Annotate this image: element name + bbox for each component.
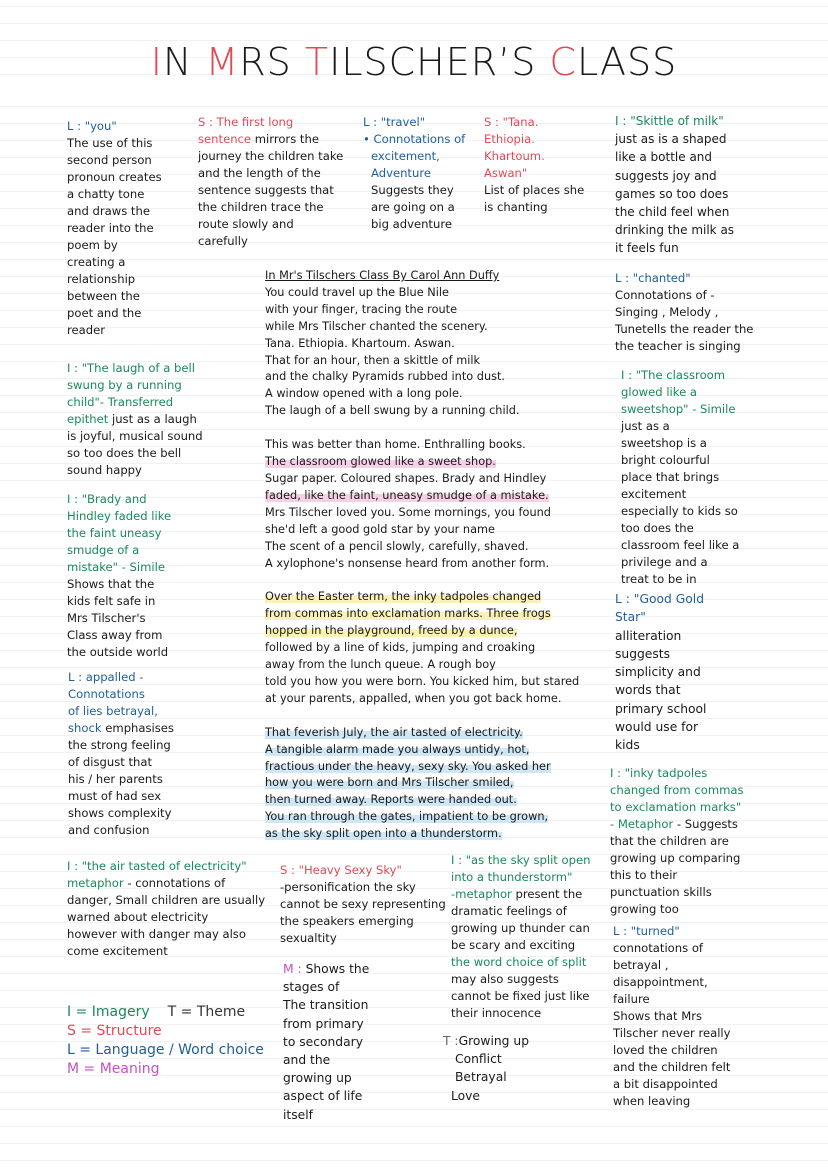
note-head: - Metaphor [610, 817, 674, 831]
note-line: sexualtity [280, 931, 337, 945]
note-line: Class away from [67, 628, 163, 642]
note-head: I : "as the sky split open [451, 853, 591, 867]
poem-line: away from the lunch queue. A rough boy [265, 658, 496, 672]
note-tana [484, 114, 609, 216]
note-head: into a thunderstorm" [451, 870, 573, 884]
note-line: kids felt safe in [67, 594, 156, 608]
note-travel [363, 114, 483, 233]
note-line: stages of [283, 980, 340, 995]
poem-line: then turned away. Reports were handed out. [265, 793, 517, 807]
note-line: may also suggests [451, 972, 559, 986]
note-head: of lies betrayal, [68, 704, 158, 718]
poem-line: she'd left a good gold star by your name [265, 522, 495, 536]
note-line: creating a [67, 255, 126, 269]
note-line: - Suggests [673, 817, 738, 831]
note-line: connotations of [613, 941, 704, 955]
note-head: changed from commas [610, 783, 744, 797]
note-line: -personification the sky [280, 880, 416, 894]
note-line: Growing up [458, 1034, 529, 1048]
note-head: I : "Brady and [67, 492, 147, 506]
note-line: second person [67, 153, 152, 167]
note-line: especially to kids so [621, 504, 738, 518]
note-head: • Connotations of [363, 132, 466, 146]
note-head: to exclamation marks" [610, 800, 742, 814]
note-brady [67, 491, 207, 661]
note-head: I : "The laugh of a bell [67, 361, 195, 375]
note-line: the children trace the [198, 200, 324, 214]
note-line: his / her parents [68, 772, 163, 786]
poem-line: A xylophone's nonsense heard from another form. [265, 556, 550, 570]
key-meaning: M = Meaning [67, 1061, 160, 1077]
poem-line: Tana. Ethiopia. Khartoum. Aswan. [265, 336, 455, 350]
note-head: sweetshop" - Simile [621, 402, 736, 416]
note-head: the word choice of split [451, 955, 587, 969]
note-line: the outside world [67, 645, 169, 659]
note-head: M : [283, 962, 302, 976]
note-sexy [280, 862, 448, 947]
note-line: drinking the milk as [615, 223, 735, 238]
note-line: The transition [283, 998, 369, 1013]
note-line: the strong feeling [68, 738, 171, 752]
poem-line: told you how you were born. You kicked him, but stared [265, 674, 580, 688]
note-head: Khartoum. [484, 149, 545, 163]
note-head: shock [68, 721, 102, 735]
note-head: S : "Heavy Sexy Sky" [280, 863, 402, 877]
note-meaning [283, 960, 393, 1124]
note-head: L : appalled - [68, 670, 144, 684]
note-head: glowed like a [621, 385, 697, 399]
note-head: epithet [67, 412, 109, 426]
poem-title: In Mr's Tilschers Class By Carol Ann Duffy [265, 269, 500, 282]
note-head: L : "travel" [363, 115, 426, 129]
poem-line: Sugar paper. Coloured shapes. Brady and Hindley [265, 471, 547, 485]
note-line: Betrayal [455, 1070, 507, 1085]
note-line: punctuation skills [610, 885, 712, 899]
note-head: excitement, [371, 149, 440, 163]
note-line: however with danger may also [67, 927, 246, 941]
note-head: Aswan" [484, 166, 528, 180]
note-line: excitement [621, 487, 687, 501]
note-line: privilege and a [621, 555, 708, 569]
poem-line: A tangible alarm made you always untidy, hot, [265, 742, 530, 756]
poem-line: This was better than home. Enthralling books. [265, 438, 526, 452]
note-line: of disgust that [68, 755, 153, 769]
poem-line: You ran through the gates, impatient to be grown, [265, 810, 549, 824]
note-head: I : "inky tadpoles [610, 766, 708, 780]
note-head: T : [443, 1034, 459, 1048]
note-line: would use for [615, 720, 699, 735]
note-line: cannot be sexy representing [280, 897, 446, 911]
note-line: between the [67, 289, 140, 303]
note-head: Adventure [371, 166, 431, 180]
note-line: the child feel when [615, 205, 730, 220]
note-line: failure [613, 992, 650, 1006]
poem-line: You could travel up the Blue Nile [265, 285, 449, 299]
note-line: sound happy [67, 463, 142, 477]
note-line: Mrs Tilscher's [67, 611, 146, 625]
note-line: come excitement [67, 944, 168, 958]
note-line: poem by [67, 238, 118, 252]
note-line: from primary [283, 1016, 364, 1031]
note-line: just as is a shaped [615, 132, 727, 147]
note-line: growing up comparing [610, 851, 741, 865]
note-head: I : "Skittle of milk" [615, 114, 724, 128]
note-line: simplicity and [615, 665, 701, 680]
note-line: shows complexity [68, 806, 172, 820]
note-line: journey the children take [198, 149, 344, 163]
note-line: and confusion [68, 823, 150, 837]
note-line: Shows that the [67, 577, 155, 591]
note-line: reader into the [67, 221, 154, 235]
note-line: reader [67, 323, 106, 337]
note-head: metaphor [67, 876, 124, 890]
note-line: loved the children [613, 1043, 718, 1057]
note-line: like a bottle and [615, 150, 713, 165]
note-line: a chatty tone [67, 187, 145, 201]
note-appalled [68, 669, 208, 839]
note-line: it feels fun [615, 241, 679, 256]
note-line: mirrors the [251, 132, 319, 146]
note-turned [613, 923, 768, 1110]
note-glowed [621, 367, 761, 588]
note-line: route slowly and [198, 217, 294, 231]
note-line: this to their [610, 868, 678, 882]
note-line: emphasises [101, 721, 174, 735]
note-line: Suggests they [371, 183, 454, 197]
note-line: big adventure [371, 217, 452, 231]
poem-line: Over the Easter term, the inky tadpoles changed [265, 590, 542, 604]
note-line: The use of this [67, 136, 153, 150]
page-title: IN MRS TILSCHER’S CLASS [150, 40, 678, 84]
poem-line: followed by a line of kids, jumping and croaking [265, 641, 536, 655]
note-line: words that [615, 683, 681, 698]
note-line: relationship [67, 272, 136, 286]
note-line: Tunetells the reader the [615, 322, 754, 336]
poem-line: The classroom glowed like a sweet shop. [265, 455, 496, 469]
note-head: Connotations [68, 687, 145, 701]
note-you-head: L : "you" [67, 119, 117, 133]
note-line: growing up [283, 1071, 352, 1086]
note-goldstar [615, 590, 755, 755]
note-head: L : "chanted" [615, 271, 691, 285]
note-chanted [615, 270, 775, 355]
note-head: swung by a running [67, 378, 182, 392]
note-line: present the [511, 887, 583, 901]
note-line: Love [451, 1088, 481, 1103]
key-theme: T = Theme [167, 1004, 246, 1020]
note-head: the faint uneasy [67, 526, 162, 540]
note-first-long [198, 114, 358, 250]
note-line: growing too [610, 902, 679, 916]
note-line: growing up thunder can [451, 921, 590, 935]
note-line: itself [283, 1107, 313, 1122]
note-theme [443, 1032, 563, 1105]
note-line: and draws the [67, 204, 150, 218]
note-you [67, 118, 207, 339]
poem-line: faded, like the faint, uneasy smudge of a mistake. [265, 488, 549, 502]
note-line: that the children are [610, 834, 729, 848]
note-head: S : The first long [198, 115, 294, 129]
note-head: I : "The classroom [621, 368, 726, 382]
note-head: -metaphor [451, 887, 512, 901]
note-line: too does the [621, 521, 694, 535]
note-head: L : "turned" [613, 924, 680, 938]
note-line: to secondary [283, 1034, 363, 1049]
poem-line: Mrs Tilscher loved you. Some mornings, you found [265, 505, 551, 519]
note-split [451, 852, 601, 1022]
note-line: - connotations of [123, 876, 226, 890]
note-line: carefully [198, 234, 248, 248]
note-line: and the [283, 1053, 331, 1068]
note-head: child"- Transferred [67, 395, 174, 409]
note-line: the teacher is singing [615, 339, 741, 353]
note-line: treat to be in [621, 572, 697, 586]
note-line: are going on a [371, 200, 455, 214]
poem-line: The scent of a pencil slowly, carefully, shaved. [265, 539, 529, 553]
poem-line: at your parents, appalled, when you got back home. [265, 691, 562, 705]
note-line: aspect of life [283, 1089, 363, 1104]
poem-line: That for an hour, then a skittle of milk [265, 353, 481, 367]
note-line: Conflict [455, 1052, 502, 1067]
note-head: Hindley faded like [67, 509, 172, 523]
note-line: warned about electricity [67, 910, 209, 924]
note-line: kids [615, 738, 640, 753]
note-line: and the children felt [613, 1060, 731, 1074]
note-line: suggests [615, 646, 671, 661]
note-line: Tilscher never really [613, 1026, 731, 1040]
note-line: a bit disappointed [613, 1077, 718, 1091]
note-line: games so too does [615, 186, 729, 201]
note-head: Ethiopia. [484, 132, 535, 146]
note-line: classroom feel like a [621, 538, 740, 552]
note-line: bright colourful [621, 453, 710, 467]
note-head: smudge of a [67, 543, 140, 557]
note-line: alliteration [615, 628, 682, 643]
note-line: is chanting [484, 200, 548, 214]
note-line: their innocence [451, 1006, 542, 1020]
note-line: danger, Small children are usually [67, 893, 266, 907]
poem-line: A window opened with a long pole. [265, 387, 463, 401]
poem-line: That feverish July, the air tasted of electricity. [265, 725, 523, 739]
note-line: List of places she [484, 183, 585, 197]
note-head: Star" [615, 610, 646, 625]
key-language: L = Language / Word choice [67, 1042, 264, 1058]
note-line: just as a laugh [108, 412, 197, 426]
poem-line: hopped in the playground, freed by a dunce, [265, 624, 518, 638]
note-line: pronoun creates [67, 170, 162, 184]
note-line: sentence suggests that [198, 183, 334, 197]
poem-line: with your finger, tracing the route [265, 302, 458, 316]
note-line: and the length of the [198, 166, 321, 180]
poem-line: and the chalky Pyramids rubbed into dust. [265, 370, 506, 384]
note-head: mistake" - Simile [67, 560, 165, 574]
note-tadpoles [610, 765, 775, 918]
note-line: Shows the [301, 962, 370, 976]
note-line: poet and the [67, 306, 142, 320]
poem-line: The laugh of a bell swung by a running child. [265, 404, 520, 418]
note-head: sentence [198, 132, 252, 146]
note-head: S : "Tana. [484, 115, 539, 129]
note-line: betrayal , [613, 958, 669, 972]
note-line: be scary and exciting [451, 938, 576, 952]
note-electricity [67, 858, 272, 960]
poem-line: as the sky split open into a thunderstorm. [265, 827, 502, 841]
note-line: primary school [615, 701, 707, 716]
note-skittle [615, 112, 765, 258]
note-bell [67, 360, 212, 479]
note-line: just as a [621, 419, 670, 433]
note-line: must of had sex [68, 789, 162, 803]
poem-line: how you were born and Mrs Tilscher smiled, [265, 776, 514, 790]
colour-key [67, 1003, 264, 1079]
note-line: disappointment, [613, 975, 708, 989]
poem-line: fractious under the heavy, sexy sky. You asked her [265, 759, 551, 773]
note-line: dramatic feelings of [451, 904, 567, 918]
note-line: Shows that Mrs [613, 1009, 703, 1023]
note-line: Connotations of - [615, 288, 715, 302]
note-line: Singing , Melody , [615, 305, 719, 319]
note-line: so too does the bell [67, 446, 182, 460]
note-line: suggests joy and [615, 168, 717, 183]
poem-line: from commas into exclamation marks. Three frogs [265, 607, 551, 621]
note-line: the speakers emerging [280, 914, 414, 928]
note-line: sweetshop is a [621, 436, 707, 450]
note-line: place that brings [621, 470, 720, 484]
note-line: when leaving [613, 1094, 691, 1108]
note-head: I : "the air tasted of electricity" [67, 859, 247, 873]
poem-line: while Mrs Tilscher chanted the scenery. [265, 319, 488, 333]
note-line: cannot be fixed just like [451, 989, 590, 1003]
key-structure: S = Structure [67, 1023, 162, 1039]
poem [265, 268, 585, 843]
note-line: is joyful, musical sound [67, 429, 203, 443]
key-imagery: I = Imagery [67, 1004, 150, 1020]
note-head: L : "Good Gold [615, 592, 705, 606]
